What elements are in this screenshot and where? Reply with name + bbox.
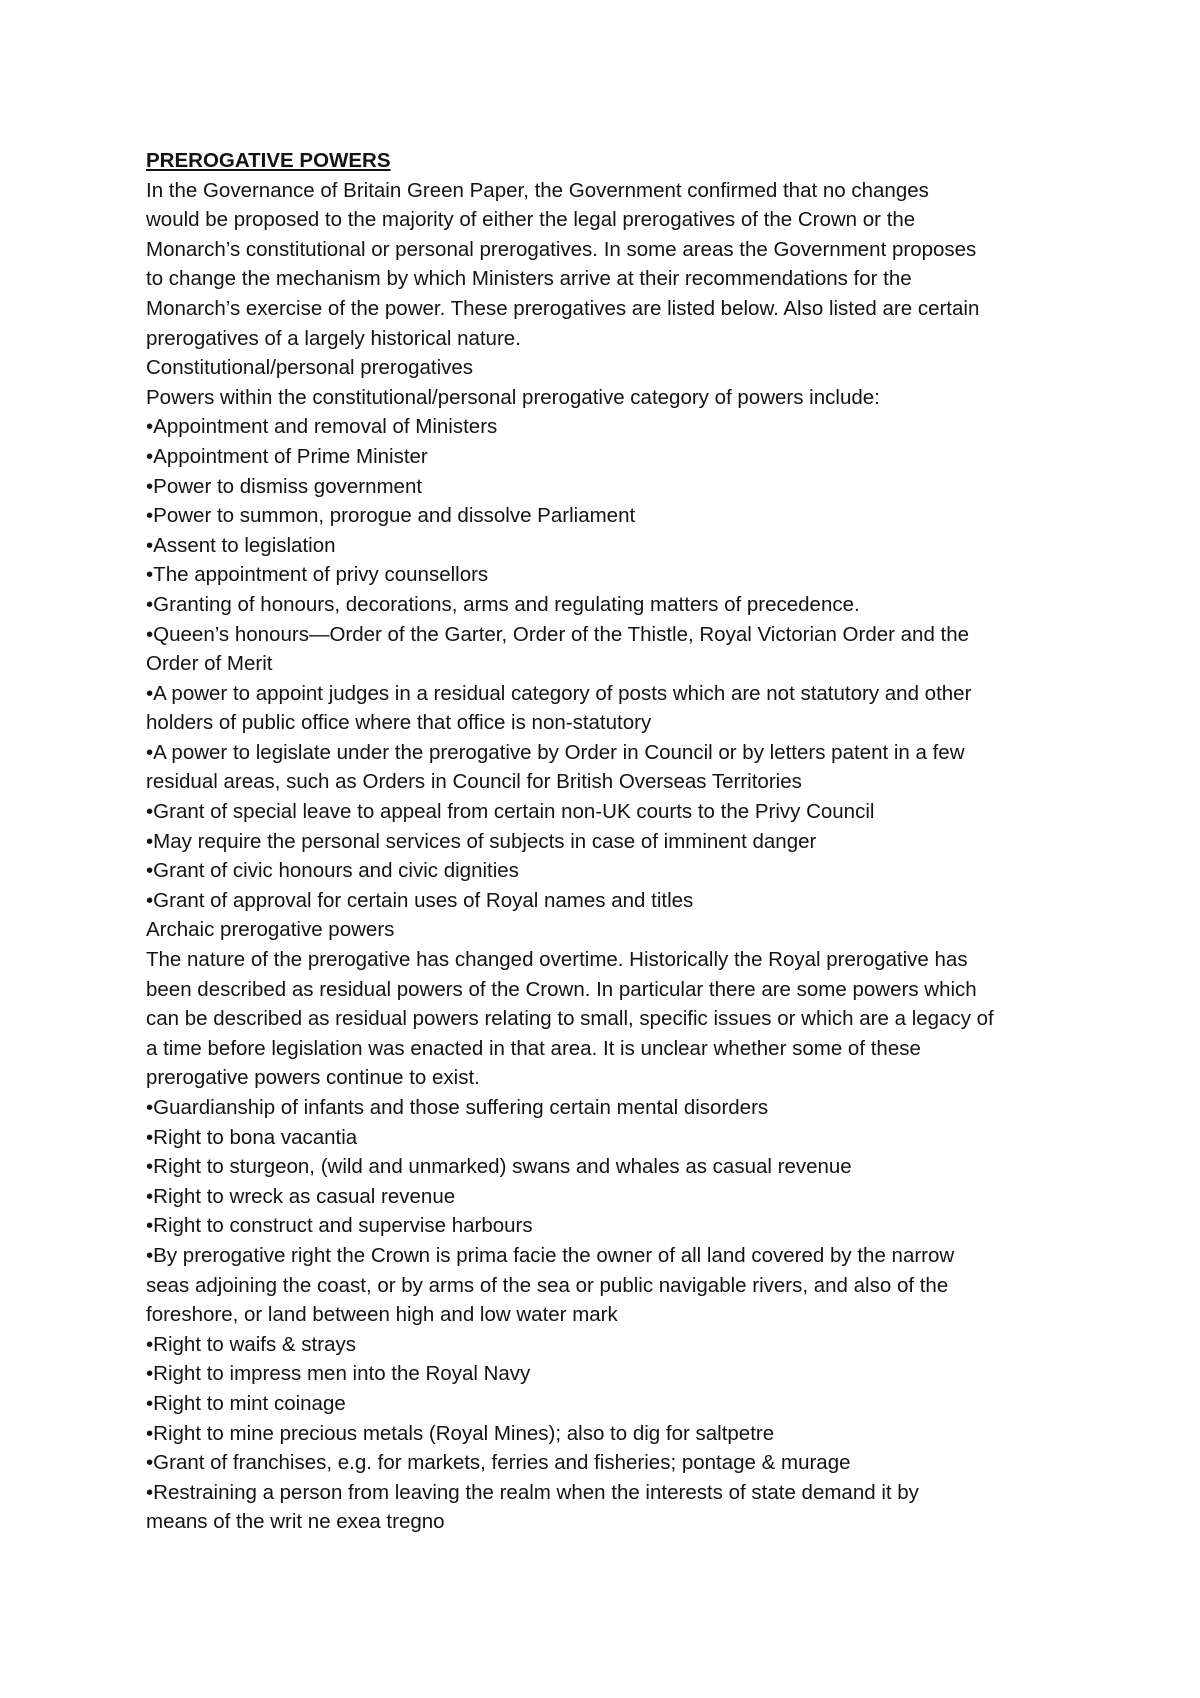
intro-line: Monarch’s constitutional or personal prerogatives. In some areas the Government proposes — [146, 237, 977, 261]
list-item: seas adjoining the coast, or by arms of the sea or public navigable rivers, and also of the — [146, 1273, 949, 1297]
archaic-intro-paragraph — [146, 945, 1076, 1093]
list-item: •Right to impress men into the Royal Navy — [146, 1362, 531, 1386]
list-item: •Right to waifs & strays — [146, 1332, 356, 1356]
list-item: •Right to sturgeon, (wild and unmarked) swans and whales as casual revenue — [146, 1155, 852, 1179]
list-item: residual areas, such as Orders in Council for British Overseas Territories — [146, 770, 802, 794]
list-item: •Grant of approval for certain uses of Royal names and titles — [146, 888, 694, 912]
archaic-intro-line: The nature of the prerogative has changed overtime. Historically the Royal prerogative has — [146, 948, 968, 972]
intro-line: In the Governance of Britain Green Paper, the Government confirmed that no changes — [146, 178, 929, 202]
list-item: •Right to bona vacantia — [146, 1125, 358, 1149]
list-item: •Right to wreck as casual revenue — [146, 1184, 456, 1208]
list-item: •Restraining a person from leaving the realm when the interests of state demand it by — [146, 1480, 919, 1504]
list-item: •Grant of civic honours and civic dignities — [146, 859, 519, 883]
list-item: •May require the personal services of subjects in case of imminent danger — [146, 829, 817, 853]
intro-line: Monarch’s exercise of the power. These prerogatives are listed below. Also listed are certain — [146, 296, 980, 320]
archaic-intro-line: a time before legislation was enacted in that area. It is unclear whether some of these — [146, 1036, 921, 1060]
list-item: Order of Merit — [146, 652, 273, 676]
archaic-intro-line: been described as residual powers of the Crown. In particular there are some powers which — [146, 977, 977, 1001]
archaic-intro-line: prerogative powers continue to exist. — [146, 1066, 480, 1090]
list-item: •A power to appoint judges in a residual category of posts which are not statutory and other — [146, 681, 972, 705]
intro-line: to change the mechanism by which Ministers arrive at their recommendations for the — [146, 267, 912, 291]
document-body — [146, 146, 1076, 1537]
intro-line: would be proposed to the majority of either the legal prerogatives of the Crown or the — [146, 208, 916, 232]
constitutional-powers-list — [146, 412, 1076, 915]
list-item: •Power to summon, prorogue and dissolve Parliament — [146, 504, 636, 528]
archaic-intro-line: can be described as residual powers relating to small, specific issues or which are a legacy of — [146, 1007, 994, 1031]
section-title-constitutional: Constitutional/personal prerogatives — [146, 356, 474, 380]
archaic-powers-list — [146, 1093, 1076, 1537]
list-item: means of the writ ne exea tregno — [146, 1510, 445, 1534]
list-item: •The appointment of privy counsellors — [146, 563, 489, 587]
section-title-archaic: Archaic prerogative powers — [146, 918, 395, 942]
intro-paragraph — [146, 176, 1076, 354]
list-item: •Right to construct and supervise harbours — [146, 1214, 533, 1238]
document-heading: PREROGATIVE POWERS — [146, 149, 391, 172]
list-item: •Grant of franchises, e.g. for markets, ferries and fisheries; pontage & murage — [146, 1451, 851, 1475]
list-item: foreshore, or land between high and low water mark — [146, 1303, 618, 1327]
intro-line: prerogatives of a largely historical nature. — [146, 326, 521, 350]
section-intro-constitutional: Powers within the constitutional/personal prerogative category of powers include: — [146, 385, 880, 409]
list-item: •Assent to legislation — [146, 533, 336, 557]
list-item: •A power to legislate under the prerogative by Order in Council or by letters patent in a few — [146, 740, 965, 764]
list-item: holders of public office where that office is non-statutory — [146, 711, 652, 735]
list-item: •Power to dismiss government — [146, 474, 423, 498]
list-item: •Appointment of Prime Minister — [146, 444, 428, 468]
list-item: •Guardianship of infants and those suffering certain mental disorders — [146, 1096, 769, 1119]
list-item: •Granting of honours, decorations, arms and regulating matters of precedence. — [146, 592, 860, 616]
list-item: •Grant of special leave to appeal from certain non-UK courts to the Privy Council — [146, 800, 875, 824]
list-item: •Right to mint coinage — [146, 1391, 346, 1415]
list-item: •Appointment and removal of Ministers — [146, 415, 498, 439]
list-item: •Right to mine precious metals (Royal Mines); also to dig for saltpetre — [146, 1421, 775, 1445]
list-item: •Queen’s honours—Order of the Garter, Order of the Thistle, Royal Victorian Order and the — [146, 622, 970, 646]
list-item: •By prerogative right the Crown is prima facie the owner of all land covered by the narrow — [146, 1243, 955, 1267]
